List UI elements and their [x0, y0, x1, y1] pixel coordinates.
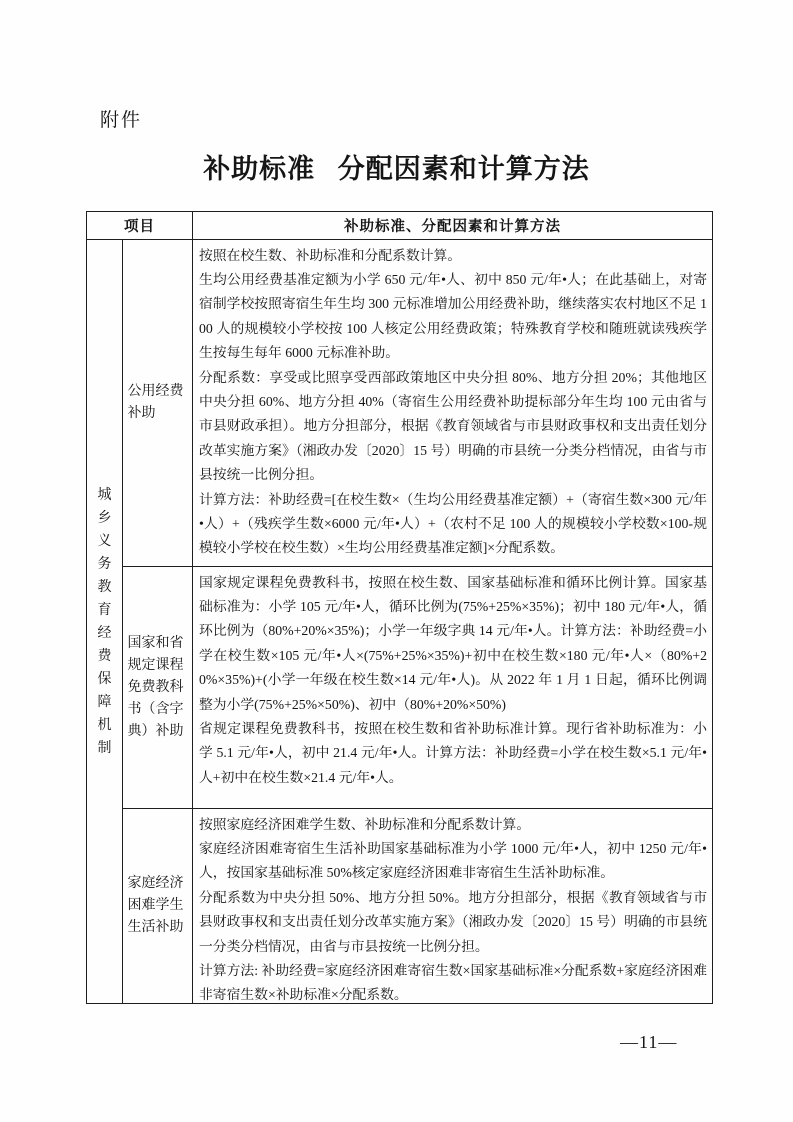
item-label-free-textbooks: 国家和省规定课程免费教科书（含字典）补助: [127, 635, 184, 739]
table-row: [87, 567, 713, 809]
column-header-project: 项目: [87, 212, 193, 240]
table-row: [87, 809, 713, 1004]
table-row: [87, 240, 713, 567]
content-text: [193, 810, 712, 1003]
subsidy-table: [86, 211, 713, 1004]
content-cell: [193, 240, 713, 567]
paragraph: 家庭经济困难寄宿生生活补助国家基础标准为小学 1000 元/年•人，初中 1250 元/年•人，按国家基础标准 50%核定家庭经济困难非寄宿生生活补助标准。: [199, 840, 707, 881]
item-cell: [123, 809, 193, 1004]
paragraph: 按照家庭经济困难学生数、补助标准和分配系数计算。: [199, 816, 531, 832]
page-title: 补助标准 分配因素和计算方法: [203, 154, 590, 184]
paragraph: 分配系数：享受或比照享受西部政策地区中央分担 80%、地方分担 20%；其他地区中央分担 60%、地方分担 40%（寄宿生公用经费补助提标部分年生均 100 元由省与市县财政承担）。地方分担部分，根据《教育领域省与市县财政事权和支出责任划分改革实施方案》（湘政办发〔2020〕15 号）明确的市县统一分类分档情况，由省与市县按统一比例分担。: [199, 369, 707, 483]
item-cell: [123, 240, 193, 567]
paragraph: 分配系数为中央分担 50%、地方分担 50%。地方分担部分，根据《教育领域省与市县财政事权和支出责任划分改革实施方案》（湘政办发〔2020〕15 号）明确的市县统一分类分档情况，由省与市县按统一比例分担。: [199, 889, 707, 954]
category-cell: [87, 240, 123, 1004]
content-cell: [193, 567, 713, 809]
paragraph: 计算方法：补助经费=[在校生数×（生均公用经费基准定额）+（寄宿生数×300 元/年•人）+（残疾学生数×6000 元/年•人）+（农村不足 100 人的规模较小学校数×100-规模较小学校在校生数）×生均公用经费基准定额]×分配系数。: [199, 491, 707, 556]
paragraph: 国家规定课程免费教科书，按照在校生数、国家基础标准和循环比例计算。国家基础标准为：小学 105 元/年•人，循环比例为(75%+25%×35%)；初中 180 元/年•人，循环比例为（80%+20%×35%)；小学一年级字典 14 元/年•人。计算方法：补助经费=小学在校生数×105 元/年•人×(75%+25%×35%)+初中在校生数×180 元/年•人×（80%+20%×35%)+(小学一年级在校生数×14 元/年•人)。从 2022 年 1 月 1 日起，循环比例调整为小学(75%+25%×50%)、初中（80%+20%×50%): [199, 574, 707, 712]
column-header-method: 补助标准、分配因素和计算方法: [193, 212, 713, 240]
content-cell: [193, 809, 713, 1004]
paragraph: 省规定课程免费教科书，按照在校生数和省补助标准计算。现行省补助标准为：小学 5.1 元/年•人，初中 21.4 元/年•人。计算方法：补助经费=小学在校生数×5.1 元/年•人+初中在校生数×21.4 元/年•人。: [199, 720, 707, 785]
paragraph: 生均公用经费基准定额为小学 650 元/年•人、初中 850 元/年•人；在此基础上，对寄宿制学校按照寄宿生年生均 300 元标准增加公用经费补助，继续落实农村地区不足 100 人的规模较小学校按 100 人核定公用经费政策；特殊教育学校和随班就读残疾学生按每生每年 6000 元标准补助。: [199, 271, 707, 361]
attachment-label: 附件: [100, 110, 143, 131]
item-cell: [123, 567, 193, 809]
item-label-poor-students-living-subsidy: 家庭经济困难学生生活补助: [127, 876, 184, 935]
category-label: 城乡义务教育经费保障机制: [97, 487, 112, 756]
item-label-public-funds: 公用经费补助: [127, 384, 184, 421]
content-text: [193, 241, 712, 566]
paragraph: 计算方法: 补助经费=家庭经济困难寄宿生数×国家基础标准×分配系数+家庭经济困难非寄宿生数×补助标准×分配系数。: [199, 962, 707, 1003]
paragraph: 按照在校生数、补助标准和分配系数计算。: [199, 247, 462, 263]
content-text: [193, 568, 712, 808]
table-header-row: [87, 212, 713, 240]
page-number: —11—: [620, 1032, 678, 1052]
